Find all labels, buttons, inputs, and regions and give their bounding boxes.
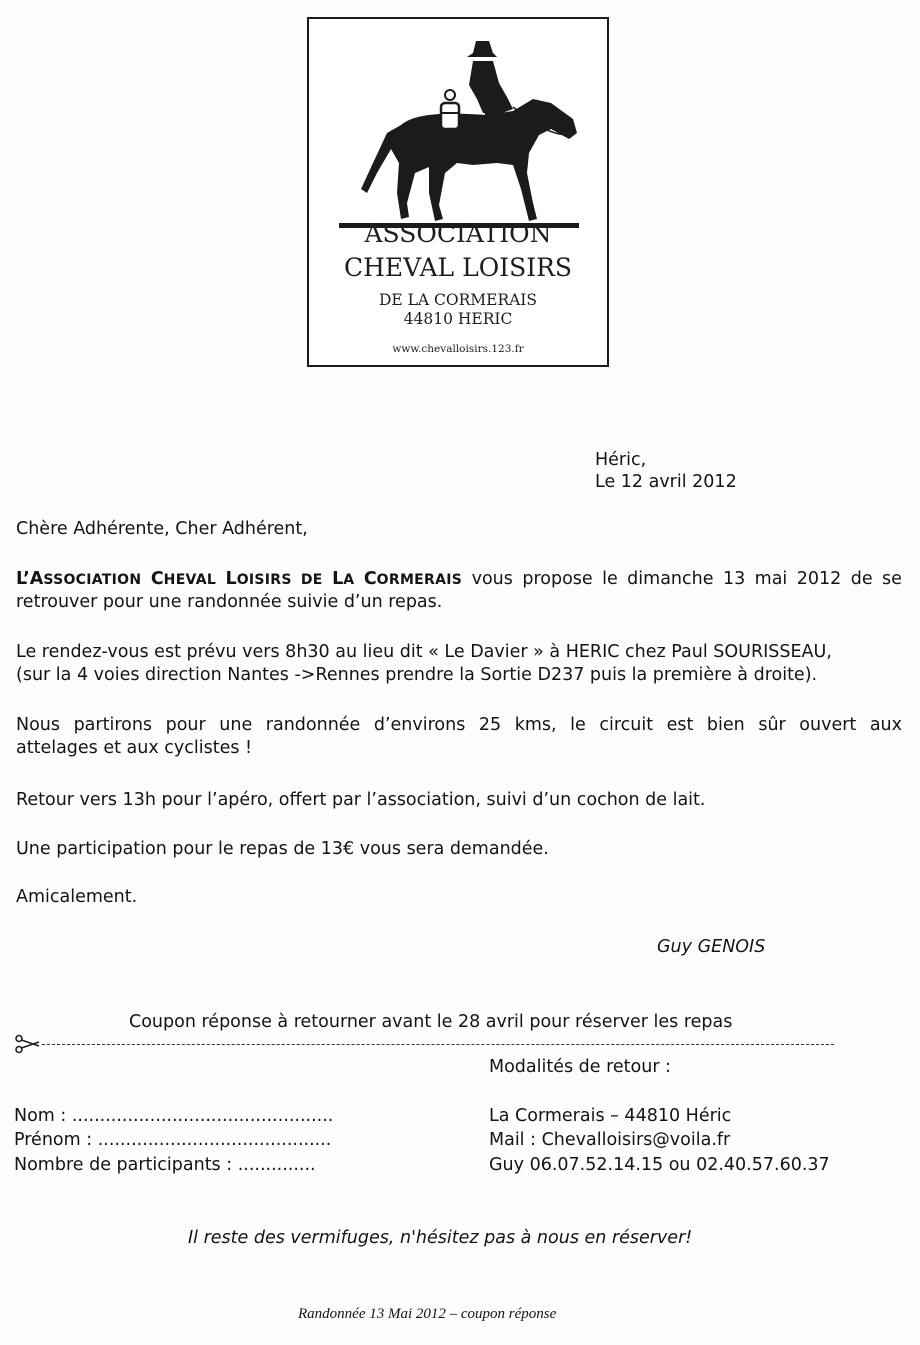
paragraph-3-line1: Nous partirons pour une randonnée d’environs 25 kms, le circuit est bien sûr ouvert aux: [16, 715, 902, 735]
form-field-prenom: Prénom : ..........................................: [14, 1130, 332, 1150]
letter-place: Héric,: [595, 450, 647, 470]
paragraph-1-line1: L’ASSOCIATION CHEVAL LOISIRS DE LA CORMERAIS vous propose le dimanche 13 mai 2012 de se: [16, 569, 902, 589]
paragraph-2-line1: Le rendez-vous est prévu vers 8h30 au lieu dit « Le Davier » à HERIC chez Paul SOURISSEAU,: [16, 642, 832, 662]
contact-mail: Mail : Chevalloisirs@voila.fr: [489, 1130, 731, 1150]
form-field-nom: Nom : ...............................................: [14, 1106, 334, 1126]
paragraph-4: Retour vers 13h pour l’apéro, offert par l’association, suivi d’un cochon de lait.: [16, 790, 706, 810]
paragraph-3-line2: attelages et aux cyclistes !: [16, 738, 253, 758]
logo-title-line2: CHEVAL LOISIRS: [343, 253, 573, 282]
page-footer: Randonnée 13 Mai 2012 – coupon réponse: [298, 1306, 557, 1322]
cut-line-divider: [42, 1044, 834, 1045]
paragraph-5: Une participation pour le repas de 13€ vous sera demandée.: [16, 839, 549, 859]
paragraph-1-line2: retrouver pour une randonnée suivie d’un repas.: [16, 592, 443, 612]
vermifuge-note: Il reste des vermifuges, n'hésitez pas à nous en réserver!: [188, 1228, 693, 1248]
logo-location-line2: 44810 HERIC: [403, 310, 513, 328]
letter-closing: Amicalement.: [16, 887, 138, 907]
logo-title-line1: ASSOCIATION: [364, 219, 552, 248]
form-field-participants: Nombre de participants : ..............: [14, 1155, 316, 1175]
horse-rider-silhouette-icon: [337, 33, 583, 229]
paragraph-2-line2: (sur la 4 voies direction Nantes ->Rennes prendre la Sortie D237 puis la première à droite).: [16, 665, 818, 685]
logo-website: www.chevalloisirs.123.fr: [392, 343, 524, 355]
letter-greeting: Chère Adhérente, Cher Adhérent,: [16, 519, 308, 539]
contact-address: La Cormerais – 44810 Héric: [489, 1106, 732, 1126]
association-logo: [307, 17, 609, 367]
scissors-icon: [14, 1034, 40, 1054]
logo-location-line1: DE LA CORMERAIS: [378, 291, 538, 309]
letter-date: Le 12 avril 2012: [595, 472, 737, 492]
coupon-header: Coupon réponse à retourner avant le 28 avril pour réserver les repas: [129, 1012, 733, 1032]
return-terms-title: Modalités de retour :: [489, 1057, 671, 1077]
letter-signature: Guy GENOIS: [657, 937, 766, 957]
contact-phone: Guy 06.07.52.14.15 ou 02.40.57.60.37: [489, 1155, 830, 1175]
organization-name: L’ASSOCIATION CHEVAL LOISIRS DE LA CORMERAIS: [16, 569, 463, 589]
